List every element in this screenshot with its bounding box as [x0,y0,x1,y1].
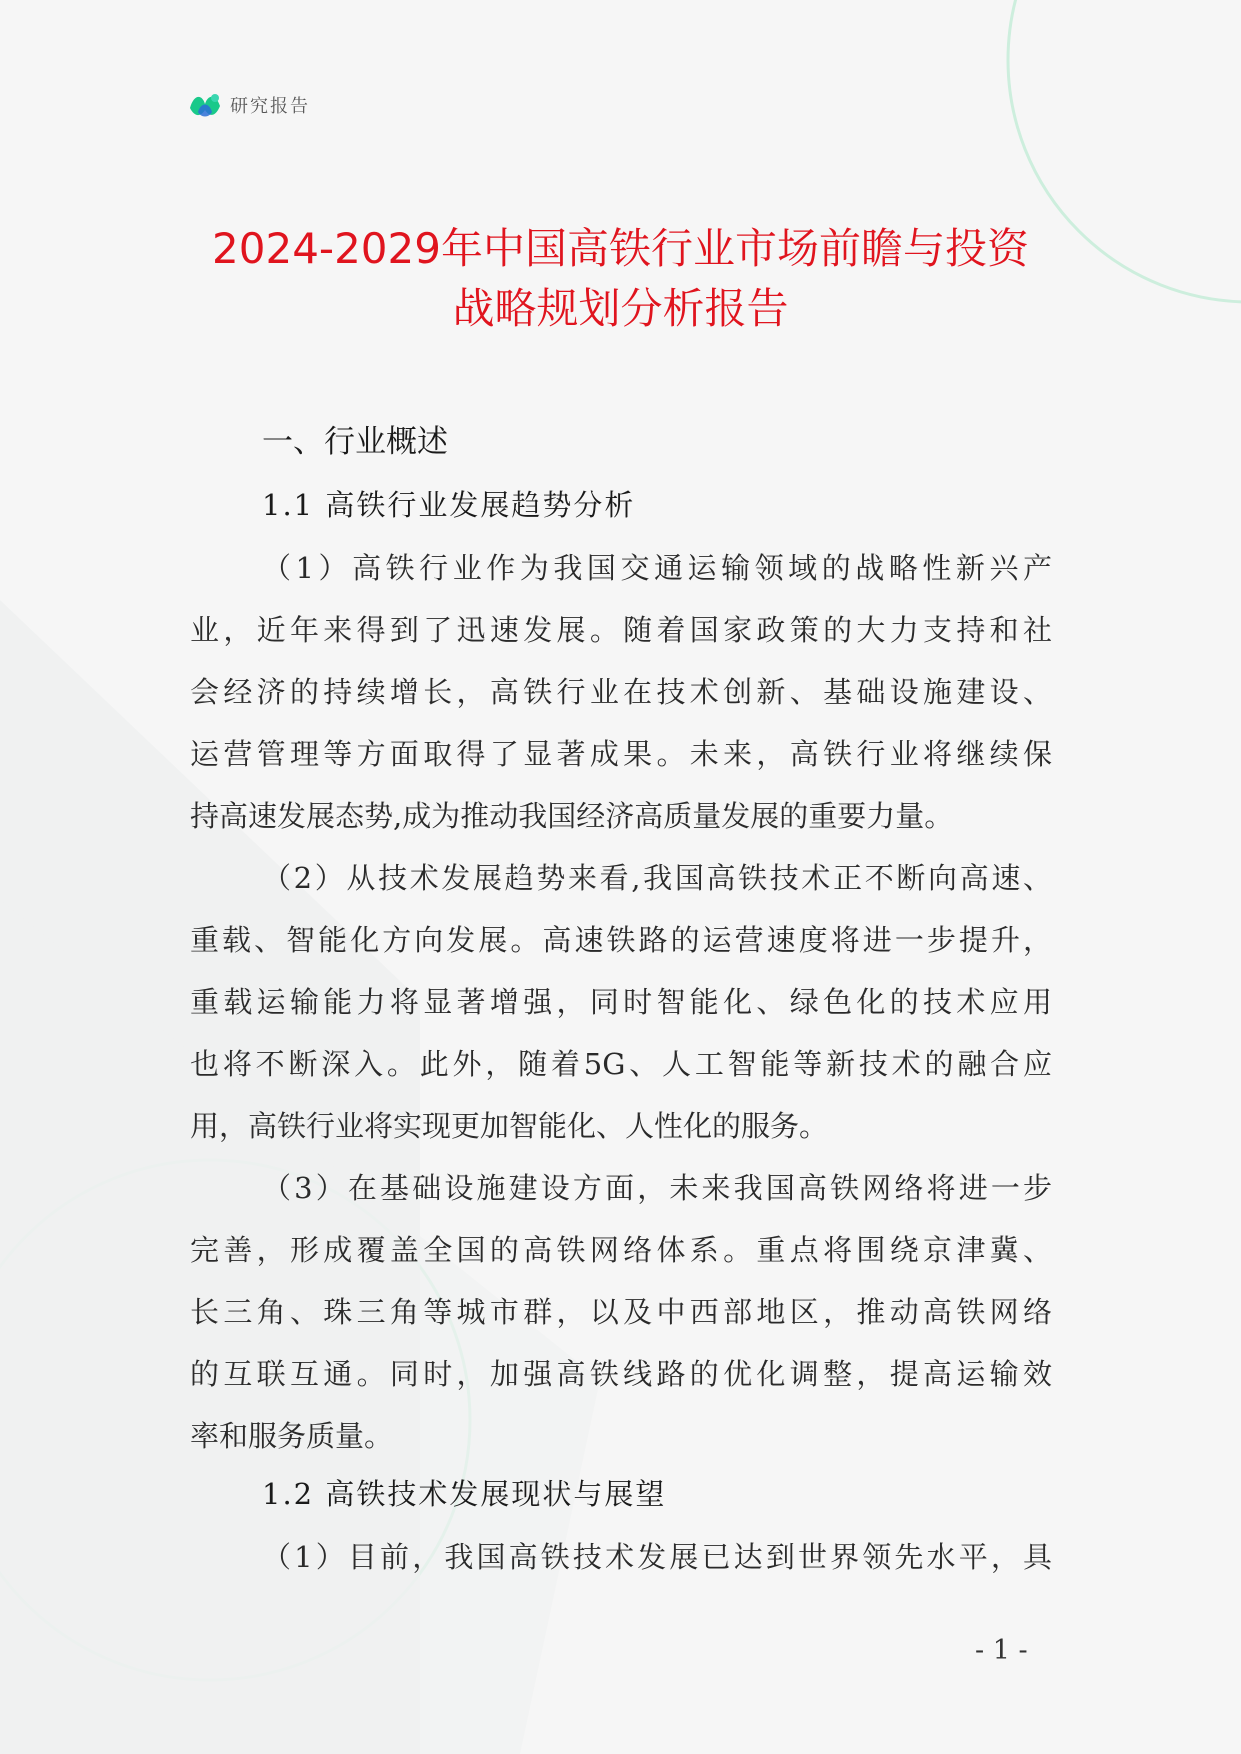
paragraph-line: （1）高铁行业作为我国交通运输领域的战略性新兴产 [262,551,1052,585]
paragraph-line: 也将不断深入。此外，随着5G、人工智能等新技术的融合应 [190,1047,1052,1081]
paragraph-line: 用，高铁行业将实现更加智能化、人性化的服务。 [190,1109,829,1143]
paragraph-line: 持高速发展态势,成为推动我国经济高质量发展的重要力量。 [190,799,954,833]
section-heading-overview: 一、行业概述 [262,424,448,460]
paragraph-line: 率和服务质量。 [190,1419,394,1453]
subsection-heading-1-2: 1.2 高铁技术发展现状与展望 [262,1477,667,1511]
paragraph-line: 的互联互通。同时，加强高铁线路的优化调整，提高运输效 [190,1357,1052,1391]
paragraph-line: （2）从技术发展趋势来看,我国高铁技术正不断向高速、 [262,861,1052,895]
page-number: - 1 - [975,1635,1028,1666]
paragraph-line: （1）目前，我国高铁技术发展已达到世界领先水平，具 [262,1540,1052,1574]
paragraph-line: 重载、智能化方向发展。高速铁路的运营速度将进一步提升， [190,923,1052,957]
brand-logo-icon [188,90,222,120]
report-title-line-1: 2024-2029年中国高铁行业市场前瞻与投资 [212,224,1029,273]
header-logo-text: 研究报告 [230,96,310,117]
report-title-line-2: 战略规划分析报告 [452,284,789,333]
header-logo [188,90,310,120]
paragraph-line: （3）在基础设施建设方面，未来我国高铁网络将进一步 [262,1171,1052,1205]
paragraph-line: 长三角、珠三角等城市群，以及中西部地区，推动高铁网络 [190,1295,1052,1329]
paragraph-line: 重载运输能力将显著增强，同时智能化、绿色化的技术应用 [190,985,1052,1019]
subsection-heading-1-1: 1.1 高铁行业发展趋势分析 [262,488,636,522]
paragraph-line: 会经济的持续增长，高铁行业在技术创新、基础设施建设、 [190,675,1052,709]
paragraph-line: 完善，形成覆盖全国的高铁网络体系。重点将围绕京津冀、 [190,1233,1052,1267]
paragraph-line: 业，近年来得到了迅速发展。随着国家政策的大力支持和社 [190,613,1052,647]
paragraph-line: 运营管理等方面取得了显著成果。未来，高铁行业将继续保 [190,737,1052,771]
